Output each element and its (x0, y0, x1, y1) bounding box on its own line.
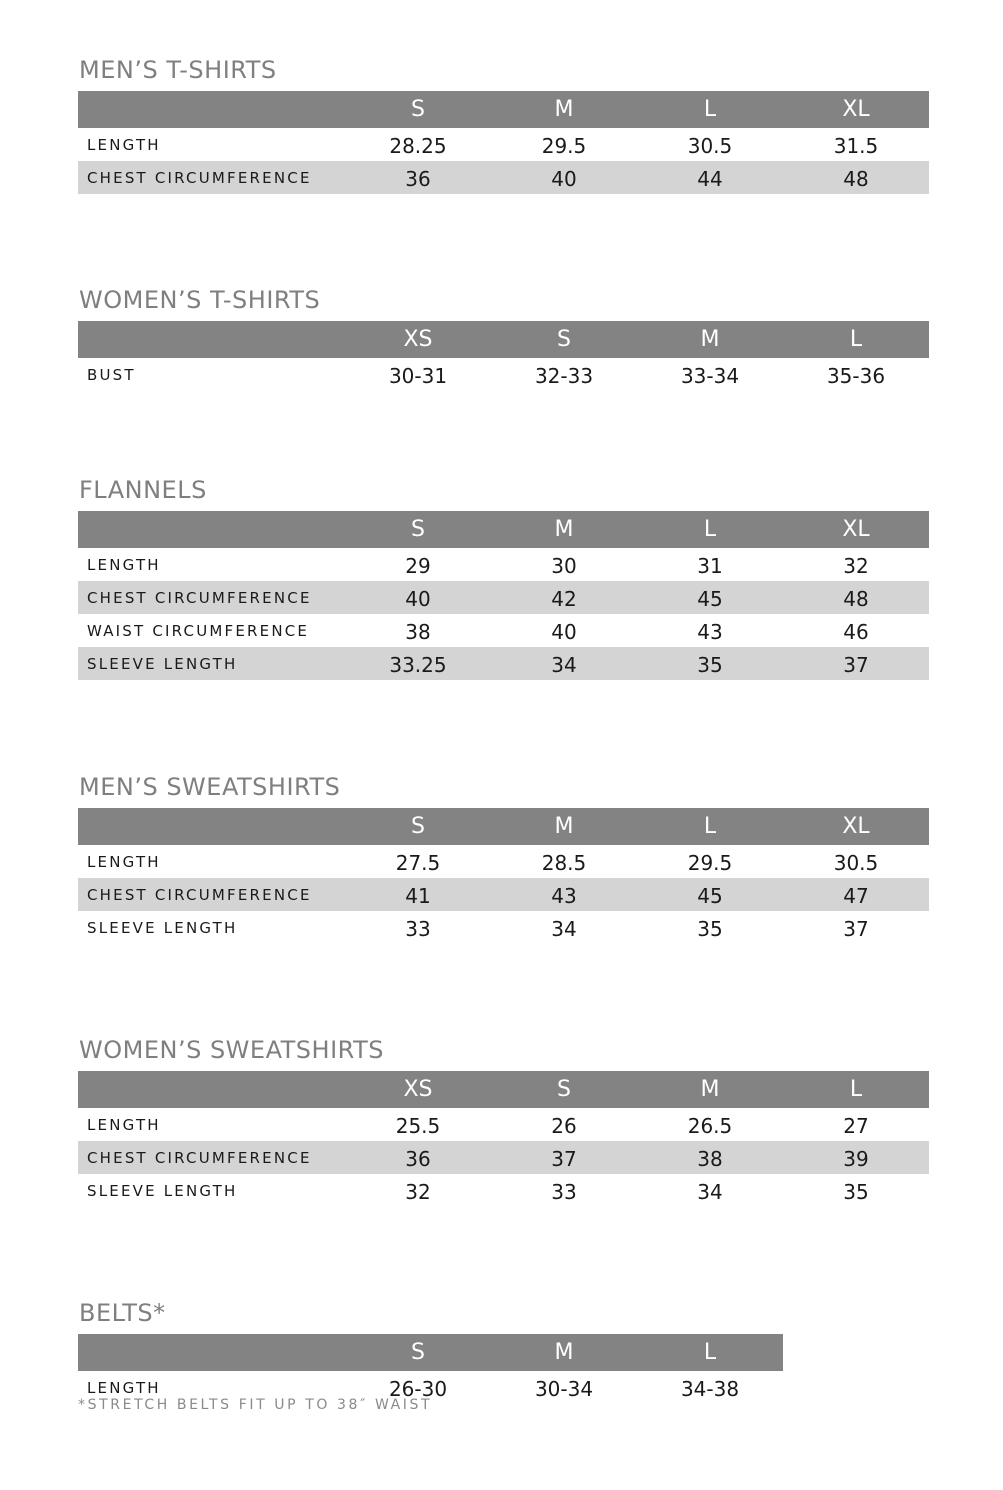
size-table (78, 1071, 929, 1207)
measurement-cell: 29.5 (687, 851, 733, 875)
measurement-cell: 35-36 (826, 364, 886, 388)
row-label: CHEST CIRCUMFERENCE (87, 169, 312, 187)
size-header-m: M (700, 1077, 720, 1102)
size-table (78, 511, 929, 680)
measurement-cell: 27.5 (395, 851, 441, 875)
measurement-cell: 32 (405, 1180, 431, 1204)
section-title: FLANNELS (79, 476, 207, 504)
size-header-s: S (411, 814, 425, 839)
size-header-l: L (703, 1340, 717, 1365)
size-header-row (78, 808, 929, 845)
size-header-m: M (700, 327, 720, 352)
measurement-cell: 40 (551, 620, 577, 644)
measurement-cell: 30.5 (833, 851, 879, 875)
table-row-length (78, 548, 929, 581)
measurement-cell: 37 (843, 653, 869, 677)
size-header-s: S (557, 1077, 571, 1102)
measurement-cell: 30 (551, 554, 577, 578)
row-label: LENGTH (87, 853, 161, 871)
measurement-cell: 45 (697, 587, 723, 611)
measurement-cell: 48 (843, 167, 869, 191)
size-header-m: M (554, 1340, 574, 1365)
size-header-s: S (411, 517, 425, 542)
measurement-cell: 47 (843, 884, 869, 908)
measurement-cell: 34 (551, 653, 577, 677)
row-label: LENGTH (87, 1116, 161, 1134)
measurement-cell: 26-30 (388, 1377, 448, 1401)
table-row-sleeve-length (78, 647, 929, 680)
section-title: MEN’S T-SHIRTS (79, 56, 277, 84)
row-label: SLEEVE LENGTH (87, 919, 238, 937)
size-header-row (78, 321, 929, 358)
measurement-cell: 33 (551, 1180, 577, 1204)
table-row-chest-circumference (78, 1141, 929, 1174)
measurement-cell: 34-38 (680, 1377, 740, 1401)
measurement-cell: 25.5 (395, 1114, 441, 1138)
measurement-cell: 35 (843, 1180, 869, 1204)
measurement-cell: 28.25 (389, 134, 447, 158)
table-row-length (78, 1108, 929, 1141)
measurement-cell: 37 (843, 917, 869, 941)
footnote: *STRETCH BELTS FIT UP TO 38″ WAIST (78, 1397, 433, 1413)
row-label: CHEST CIRCUMFERENCE (87, 589, 312, 607)
measurement-cell: 41 (405, 884, 431, 908)
section-title: WOMEN’S SWEATSHIRTS (79, 1036, 384, 1064)
measurement-cell: 27 (843, 1114, 869, 1138)
size-table (78, 91, 929, 194)
size-header-xl: XL (842, 97, 870, 122)
size-header-l: L (703, 97, 717, 122)
size-header-xs: XS (403, 1077, 433, 1102)
table-row-waist-circumference (78, 614, 929, 647)
measurement-cell: 28.5 (541, 851, 587, 875)
measurement-cell: 37 (551, 1147, 577, 1171)
measurement-cell: 32-33 (534, 364, 594, 388)
size-header-l: L (703, 814, 717, 839)
size-header-xs: XS (403, 327, 433, 352)
measurement-cell: 29.5 (541, 134, 587, 158)
table-row-sleeve-length (78, 1174, 929, 1207)
measurement-cell: 33.25 (389, 653, 447, 677)
row-label: LENGTH (87, 136, 161, 154)
measurement-cell: 42 (551, 587, 577, 611)
measurement-cell: 48 (843, 587, 869, 611)
row-label: BUST (87, 366, 136, 384)
table-row-bust (78, 358, 929, 391)
section-title: BELTS* (79, 1299, 166, 1327)
measurement-cell: 45 (697, 884, 723, 908)
size-table (78, 321, 929, 391)
section-title: MEN’S SWEATSHIRTS (79, 773, 341, 801)
row-label: CHEST CIRCUMFERENCE (87, 886, 312, 904)
measurement-cell: 43 (697, 620, 723, 644)
measurement-cell: 43 (551, 884, 577, 908)
measurement-cell: 36 (405, 167, 431, 191)
size-header-m: M (554, 517, 574, 542)
measurement-cell: 26.5 (687, 1114, 733, 1138)
measurement-cell: 31 (697, 554, 723, 578)
measurement-cell: 26 (551, 1114, 577, 1138)
measurement-cell: 32 (843, 554, 869, 578)
table-row-chest-circumference (78, 161, 929, 194)
row-label: CHEST CIRCUMFERENCE (87, 1149, 312, 1167)
measurement-cell: 39 (843, 1147, 869, 1171)
size-table (78, 808, 929, 944)
measurement-cell: 40 (551, 167, 577, 191)
row-label: LENGTH (87, 556, 161, 574)
measurement-cell: 34 (551, 917, 577, 941)
size-header-m: M (554, 97, 574, 122)
measurement-cell: 40 (405, 587, 431, 611)
size-header-row (78, 91, 929, 128)
size-table (78, 1334, 783, 1404)
measurement-cell: 30.5 (687, 134, 733, 158)
table-row-chest-circumference (78, 878, 929, 911)
size-header-s: S (557, 327, 571, 352)
section-title: WOMEN’S T-SHIRTS (79, 286, 321, 314)
table-row-length (78, 128, 929, 161)
measurement-cell: 29 (405, 554, 431, 578)
size-header-l: L (849, 327, 863, 352)
measurement-cell: 30-34 (534, 1377, 594, 1401)
measurement-cell: 36 (405, 1147, 431, 1171)
size-header-xl: XL (842, 814, 870, 839)
measurement-cell: 33-34 (680, 364, 740, 388)
row-label: SLEEVE LENGTH (87, 1182, 238, 1200)
row-label: LENGTH (87, 1379, 161, 1397)
size-header-l: L (703, 517, 717, 542)
measurement-cell: 33 (405, 917, 431, 941)
size-header-row (78, 511, 929, 548)
measurement-cell: 31.5 (833, 134, 879, 158)
size-header-xl: XL (842, 517, 870, 542)
measurement-cell: 35 (697, 917, 723, 941)
measurement-cell: 38 (697, 1147, 723, 1171)
row-label: WAIST CIRCUMFERENCE (87, 622, 310, 640)
table-row-length (78, 845, 929, 878)
table-row-chest-circumference (78, 581, 929, 614)
size-header-l: L (849, 1077, 863, 1102)
measurement-cell: 46 (843, 620, 869, 644)
size-header-m: M (554, 814, 574, 839)
measurement-cell: 34 (697, 1180, 723, 1204)
table-row-sleeve-length (78, 911, 929, 944)
row-label: SLEEVE LENGTH (87, 655, 238, 673)
size-header-s: S (411, 1340, 425, 1365)
measurement-cell: 35 (697, 653, 723, 677)
size-header-row (78, 1334, 783, 1371)
measurement-cell: 44 (697, 167, 723, 191)
size-header-s: S (411, 97, 425, 122)
measurement-cell: 38 (405, 620, 431, 644)
size-header-row (78, 1071, 929, 1108)
measurement-cell: 30-31 (388, 364, 448, 388)
